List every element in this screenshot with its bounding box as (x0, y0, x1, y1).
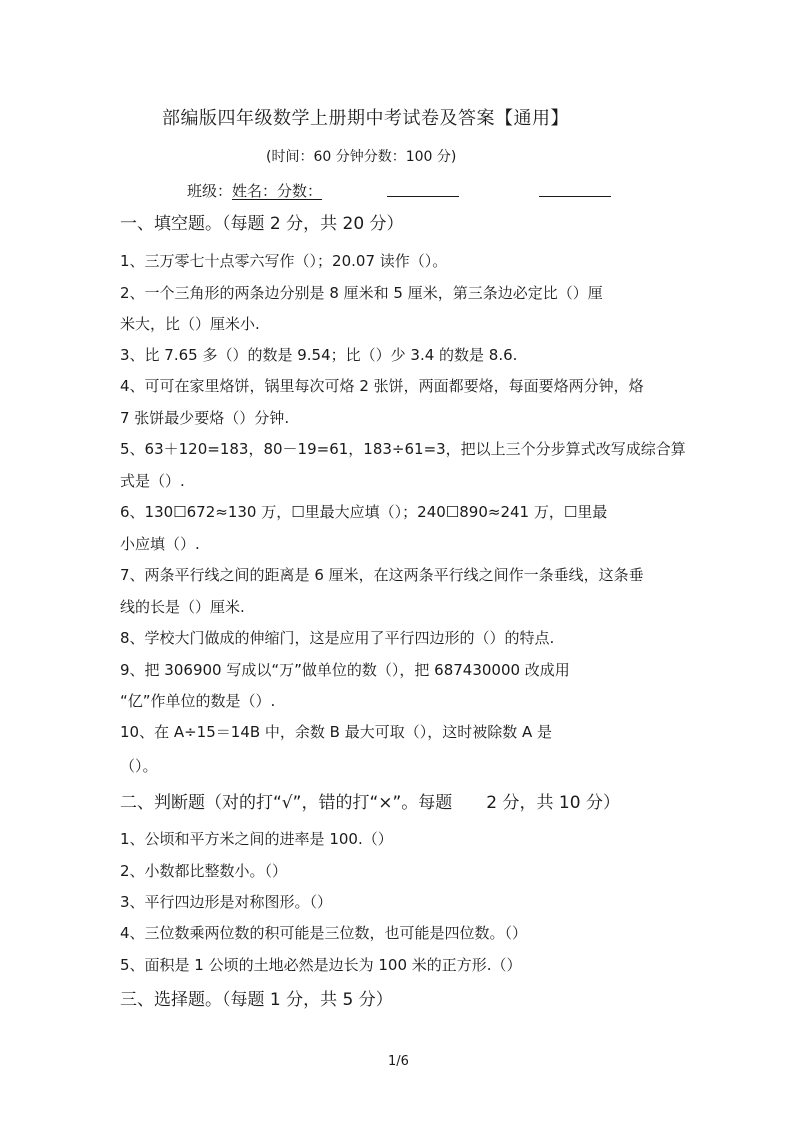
question-line: 9、把 306900 写成以“万”做单位的数（），把 687430000 改成用 (120, 661, 570, 679)
question-line: 1、三万零七十点零六写作（）；20.07 读作（）。 (120, 252, 448, 270)
name-blank-line (387, 196, 459, 197)
student-info-line (187, 181, 322, 201)
section-heading-multiple-choice: 三、选择题。（每题 1 分，共 5 分） (120, 990, 393, 1010)
question-line: 6、130☐672≈130 万，☐里最大应填（）；240☐890≈241 万，☐里最 (120, 503, 608, 521)
exam-time-score: (时间：60 分钟分数：100 分) (266, 149, 457, 165)
section-heading-true-false: 二、判断题（对的打“√”，错的打“×”。每题 2 分，共 10 分） (120, 793, 620, 813)
question-line: 5、面积是 1 公顷的土地必然是边长为 100 米的正方形.（） (120, 956, 522, 974)
question-line: 7、两条平行线之间的距离是 6 厘米，在这两条平行线之间作一条垂线，这条垂 (120, 566, 644, 584)
question-line: 4、三位数乘两位数的积可能是三位数，也可能是四位数。（） (120, 924, 528, 942)
question-line: 4、可可在家里烙饼，锅里每次可烙 2 张饼，两面都要烙，每面要烙两分钟，烙 (120, 377, 644, 395)
question-line: 线的长是（）厘米. (120, 598, 245, 616)
question-line: “亿”作单位的数是（）. (120, 692, 276, 710)
question-line: 小应填（）. (120, 535, 200, 553)
question-line: （）。 (120, 757, 158, 775)
question-line: 1、公顷和平方米之间的进率是 100.（） (120, 830, 393, 848)
score-blank-line (539, 196, 611, 197)
question-line: 2、小数都比整数小。（） (120, 862, 288, 880)
question-line: 3、比 7.65 多（）的数是 9.54；比（）少 3.4 的数是 8.6. (120, 346, 518, 364)
question-line: 5、63＋120=183，80－19=61，183÷61=3，把以上三个分步算式改写成综合算 (120, 440, 686, 458)
class-label: 班级： (187, 182, 233, 200)
page-title: 部编版四年级数学上册期中考试卷及答案【通用】 (162, 108, 569, 129)
question-line: 2、一个三角形的两条边分别是 8 厘米和 5 厘米，第三条边必定比（）厘 (120, 284, 603, 302)
question-line: 7 张饼最少要烙（）分钟. (120, 409, 290, 427)
question-line: 3、平行四边形是对称图形。（） (120, 893, 333, 911)
name-score-label: 姓名：分数： (232, 182, 323, 200)
section-heading-fill-in: 一、填空题。（每题 2 分，共 20 分） (120, 214, 404, 234)
question-line: 米大，比（）厘米小. (120, 315, 260, 333)
question-line: 式是（）. (120, 472, 185, 490)
page-number: 1/6 (388, 1054, 409, 1069)
question-line: 8、学校大门做成的伸缩门，这是应用了平行四边形的（）的特点. (120, 629, 555, 647)
question-line: 10、在 A÷15＝14B 中，余数 B 最大可取（），这时被除数 A 是 (120, 723, 553, 741)
